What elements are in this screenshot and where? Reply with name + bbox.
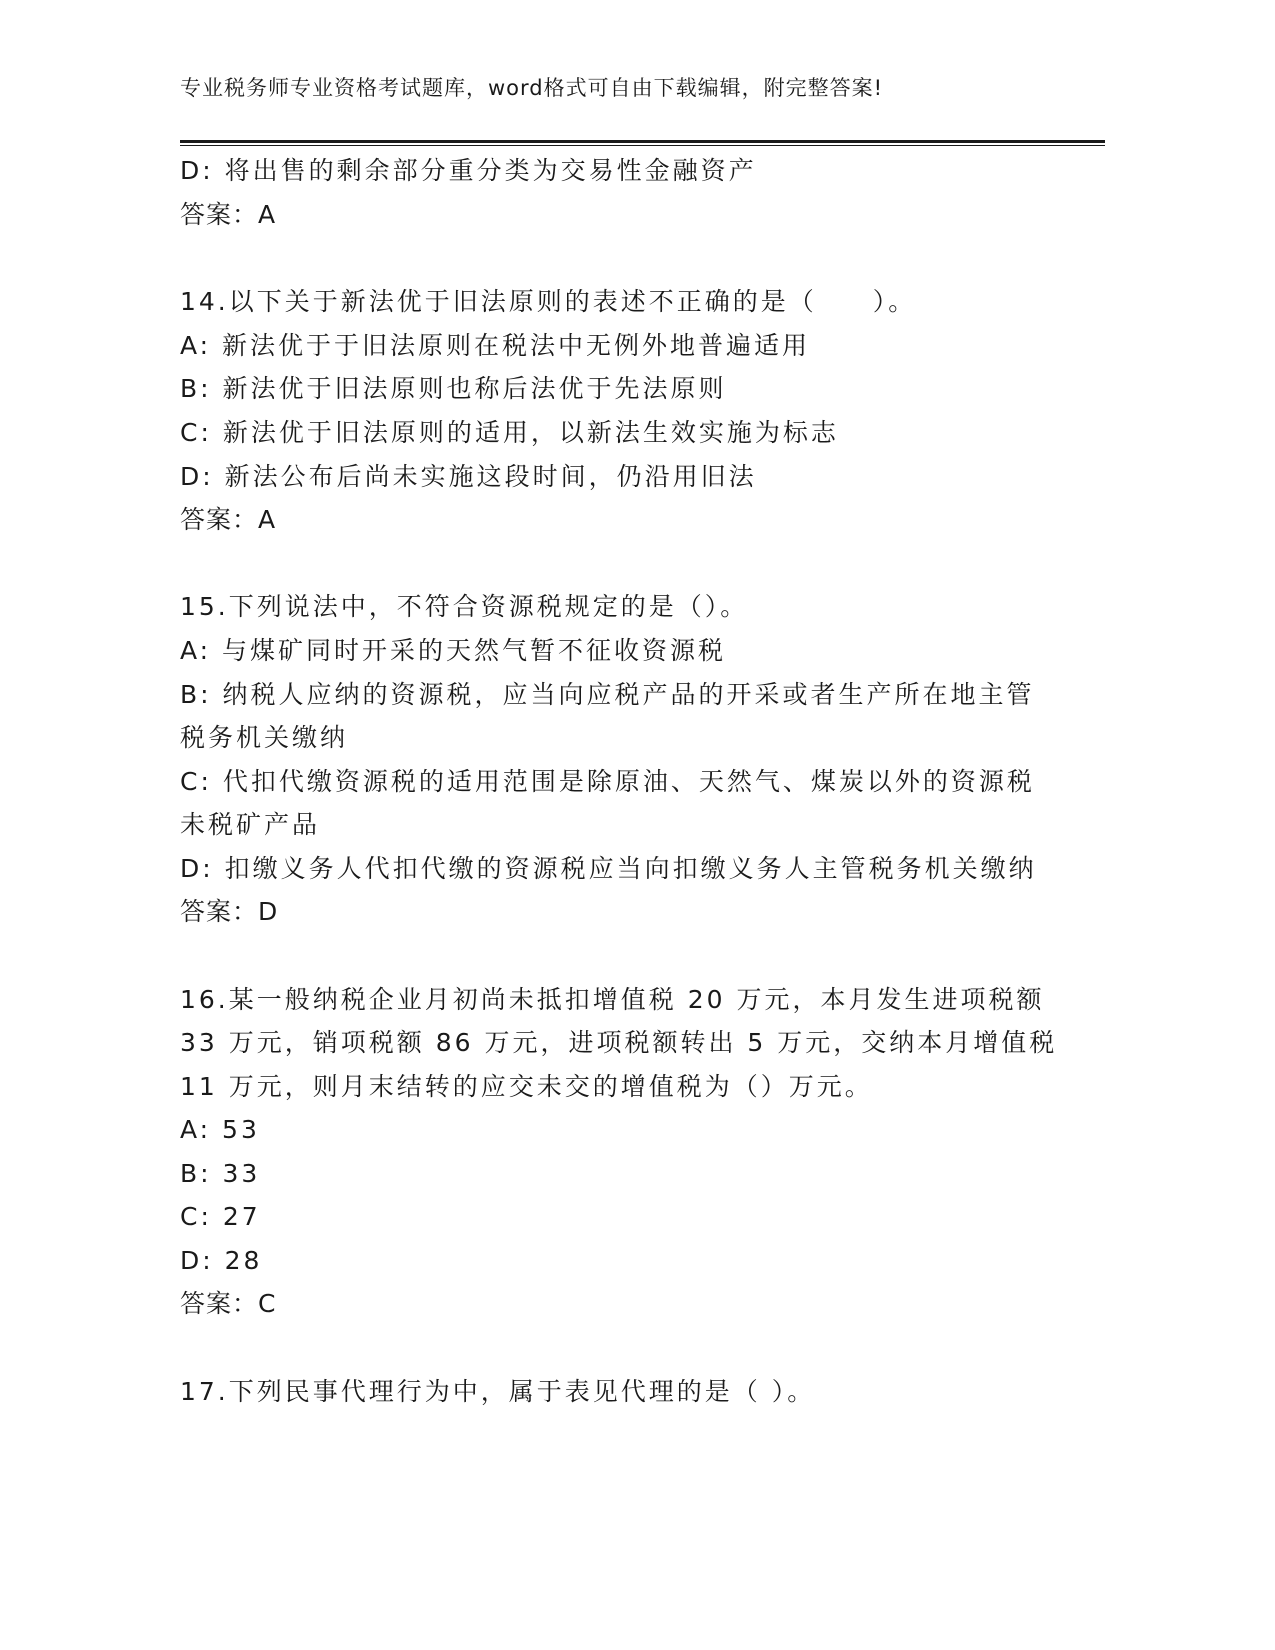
option-a: A: 53 xyxy=(180,1115,260,1144)
question-17: 17.下列民事代理行为中，属于表见代理的是（ ）。 xyxy=(180,1377,816,1406)
header-divider xyxy=(180,140,1105,146)
question-14: 14.以下关于新法优于旧法原则的表述不正确的是（ ）。 xyxy=(180,287,917,316)
answer-line: 答案：C xyxy=(180,1289,277,1318)
answer-line: 答案：A xyxy=(180,200,277,229)
option-c-continued: 未税矿产品 xyxy=(180,810,321,839)
page-header: 专业税务师专业资格考试题库，word格式可自由下载编辑，附完整答案! xyxy=(180,76,884,100)
question-16-continued: 11 万元，则月末结转的应交未交的增值税为（）万元。 xyxy=(180,1072,873,1101)
option-d: D: 扣缴义务人代扣代缴的资源税应当向扣缴义务人主管税务机关缴纳 xyxy=(180,854,1037,883)
option-d: D: 新法公布后尚未实施这段时间，仍沿用旧法 xyxy=(180,462,757,491)
answer-line: 答案：A xyxy=(180,505,277,534)
option-c: C: 27 xyxy=(180,1202,261,1231)
answer-line: 答案：D xyxy=(180,897,279,926)
option-b: B: 纳税人应纳的资源税，应当向应税产品的开采或者生产所在地主管 xyxy=(180,680,1035,709)
option-d: D: 28 xyxy=(180,1246,263,1275)
option-c: C: 代扣代缴资源税的适用范围是除原油、天然气、煤炭以外的资源税 xyxy=(180,767,1035,796)
question-16-continued: 33 万元，销项税额 86 万元，进项税额转出 5 万元，交纳本月增值税 xyxy=(180,1028,1058,1057)
option-b-continued: 税务机关缴纳 xyxy=(180,723,349,752)
question-16: 16.某一般纳税企业月初尚未抵扣增值税 20 万元，本月发生进项税额 xyxy=(180,985,1045,1014)
option-b: B: 新法优于旧法原则也称后法优于先法原则 xyxy=(180,374,727,403)
option-a: A: 新法优于于旧法原则在税法中无例外地普遍适用 xyxy=(180,331,811,360)
option-c: C: 新法优于旧法原则的适用，以新法生效实施为标志 xyxy=(180,418,839,447)
option-b: B: 33 xyxy=(180,1159,261,1188)
question-15: 15.下列说法中，不符合资源税规定的是（）。 xyxy=(180,592,749,621)
option-a: A: 与煤矿同时开采的天然气暂不征收资源税 xyxy=(180,636,727,665)
option-d: D: 将出售的剩余部分重分类为交易性金融资产 xyxy=(180,156,757,185)
